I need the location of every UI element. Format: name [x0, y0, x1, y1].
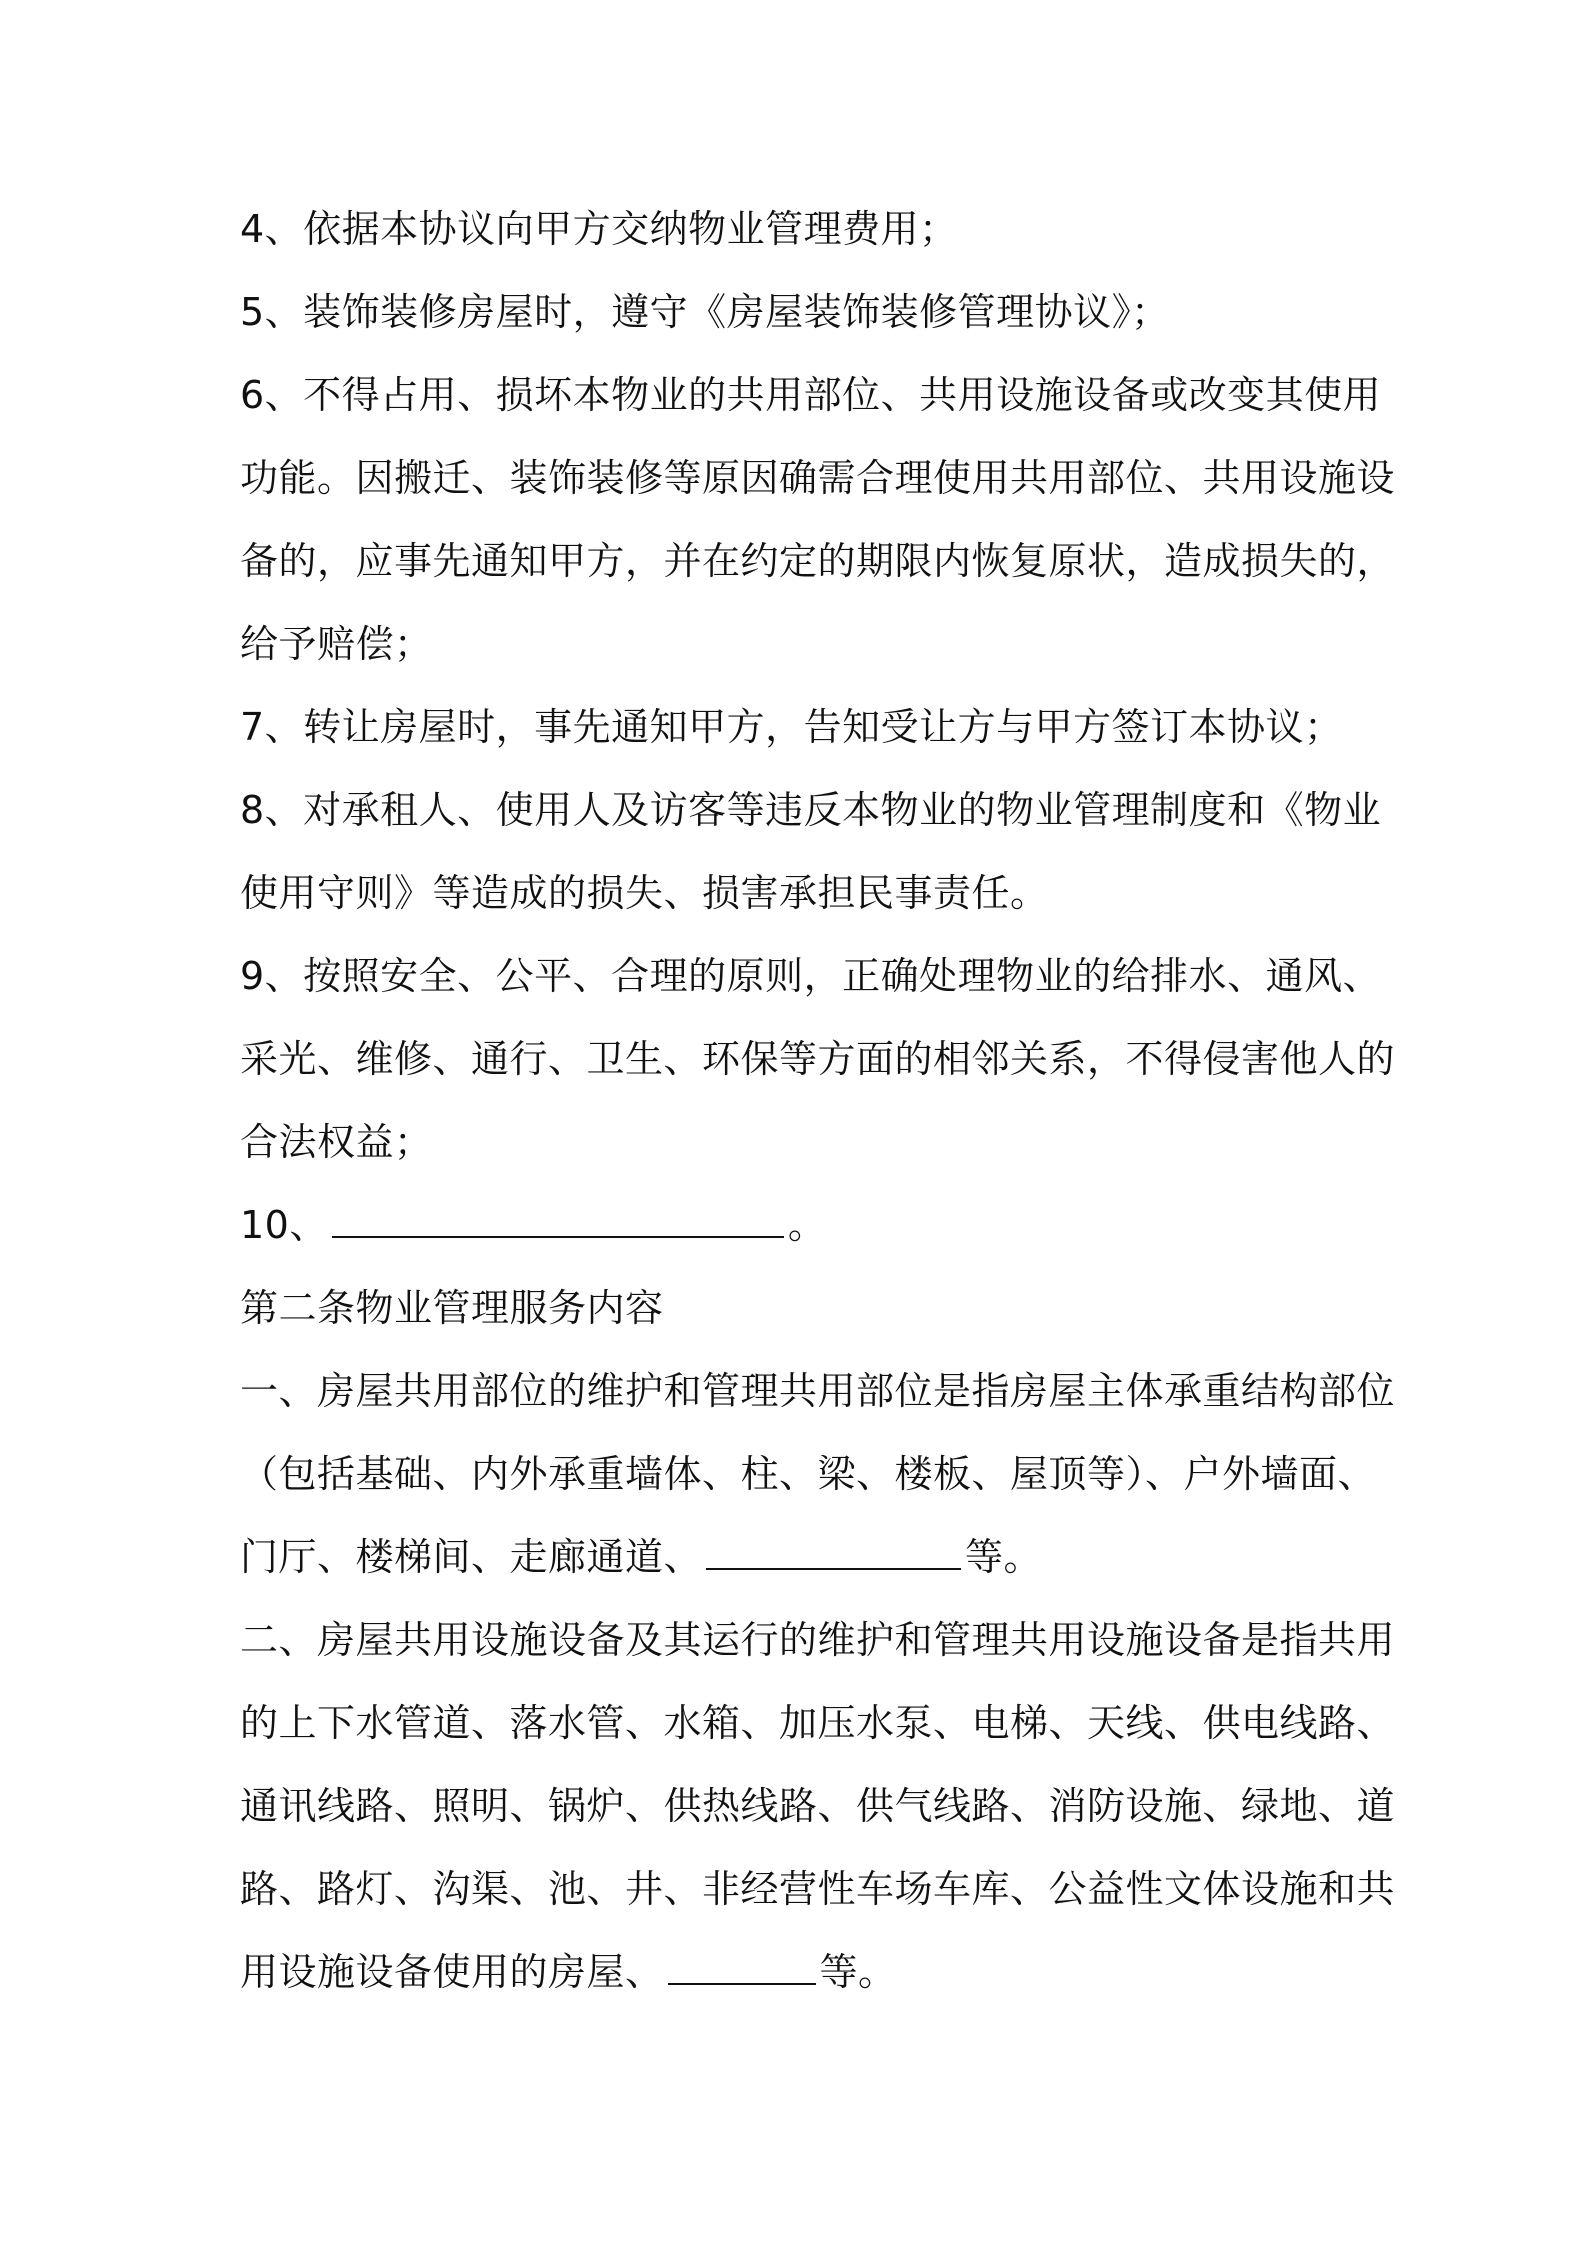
section-2-line-5	[240, 1931, 1360, 2014]
section-1-line-3-suffix: 等。	[965, 1535, 1043, 1579]
document-body	[240, 188, 1396, 2014]
clause-10	[240, 1184, 1360, 1267]
clause-10-blank-field[interactable]	[332, 1184, 784, 1238]
section-1-blank-field[interactable]	[706, 1516, 961, 1570]
section-1-line-3	[240, 1516, 1360, 1599]
section-2-line-4: 路、路灯、沟渠、池、井、非经营性车场车库、公益性文体设施和共	[240, 1867, 1396, 1911]
clause-8-line-2: 使用守则》等造成的损失、损害承担民事责任。	[240, 871, 1049, 915]
section-2-line-1: 二、房屋共用设施设备及其运行的维护和管理共用设施设备是指共用	[240, 1618, 1396, 1662]
clause-6-line-4: 给予赔偿；	[240, 622, 433, 666]
clause-4: 4、依据本协议向甲方交纳物业管理费用；	[240, 207, 958, 251]
section-2-line-5-prefix: 用设施设备使用的房屋、	[240, 1950, 664, 1994]
clause-9-line-3: 合法权益；	[240, 1120, 433, 1164]
clause-6-line-2: 功能。因搬迁、装饰装修等原因确需合理使用共用部位、共用设施设	[240, 456, 1396, 500]
section-2-line-3: 通讯线路、照明、锅炉、供热线路、供气线路、消防设施、绿地、道	[240, 1784, 1396, 1828]
clause-9-line-1: 9、按照安全、公平、合理的原则，正确处理物业的给排水、通风、	[240, 954, 1382, 998]
clause-10-suffix: 。	[787, 1203, 827, 1247]
clause-6-line-3: 备的，应事先通知甲方，并在约定的期限内恢复原状，造成损失的，	[240, 539, 1396, 583]
section-1-line-2: （包括基础、内外承重墙体、柱、梁、楼板、屋顶等）、户外墙面、	[240, 1452, 1377, 1496]
section-2-blank-field[interactable]	[668, 1931, 816, 1985]
section-1-line-1: 一、房屋共用部位的维护和管理共用部位是指房屋主体承重结构部位	[240, 1369, 1396, 1413]
section-2-line-2: 的上下水管道、落水管、水箱、加压水泵、电梯、天线、供电线路、	[240, 1701, 1396, 1745]
clause-7: 7、转让房屋时，事先通知甲方，告知受让方与甲方签订本协议；	[240, 705, 1343, 749]
clause-6-line-1: 6、不得占用、损坏本物业的共用部位、共用设施设备或改变其使用	[240, 373, 1382, 417]
clause-10-prefix: 10、	[240, 1203, 328, 1247]
article-2-title: 第二条物业管理服务内容	[240, 1286, 664, 1330]
clause-9-line-2: 采光、维修、通行、卫生、环保等方面的相邻关系，不得侵害他人的	[240, 1037, 1396, 1081]
clause-5: 5、装饰装修房屋时，遵守《房屋装饰装修管理协议》；	[240, 290, 1170, 334]
clause-8-line-1: 8、对承租人、使用人及访客等违反本物业的物业管理制度和《物业	[240, 788, 1382, 832]
section-1-line-3-prefix: 门厅、楼梯间、走廊通道、	[240, 1535, 703, 1579]
section-2-line-5-suffix: 等。	[819, 1950, 897, 1994]
